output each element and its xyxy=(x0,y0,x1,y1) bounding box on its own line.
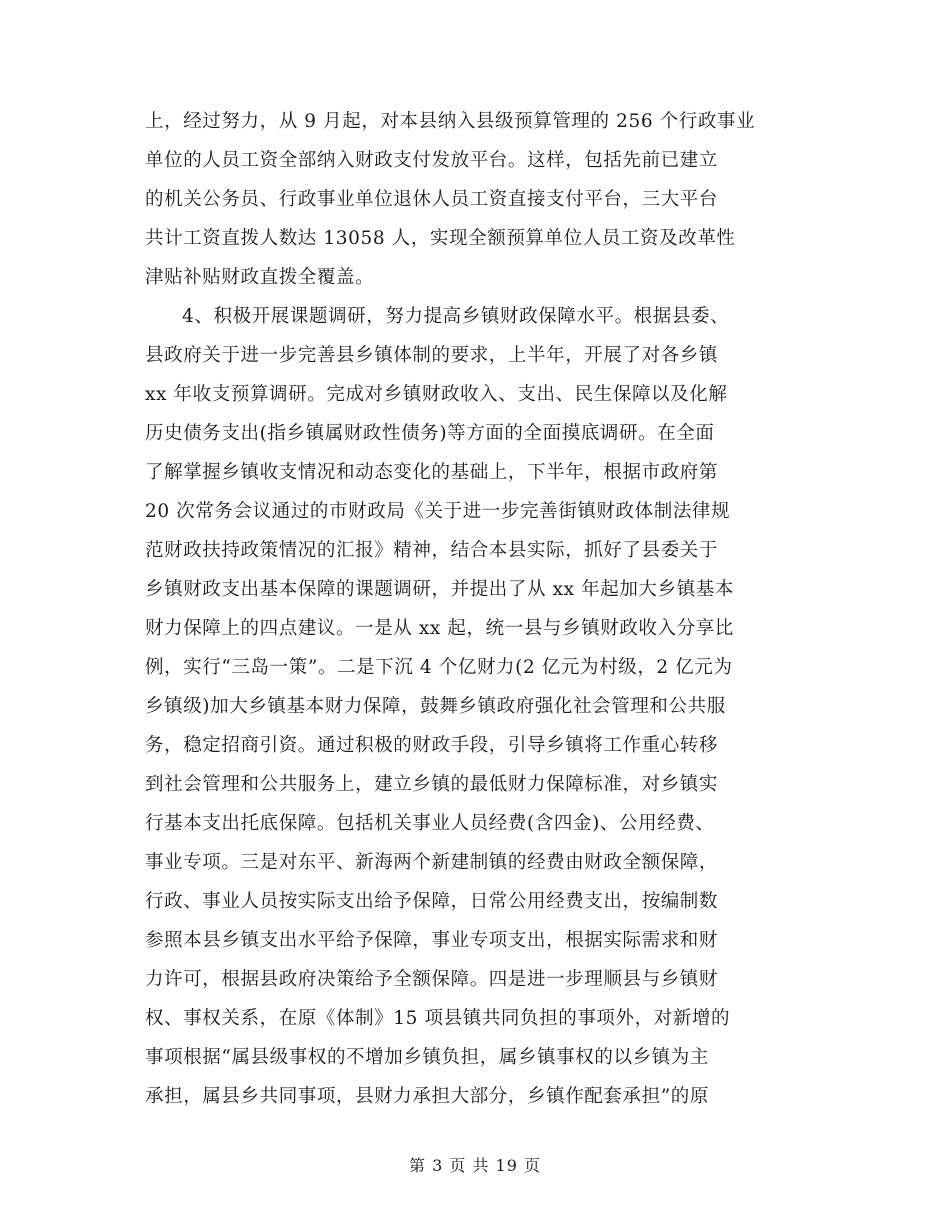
text-line: 财力保障上的四点建议。一是从 xx 起，统一县与乡镇财政收入分享比 xyxy=(145,618,734,639)
text-line: 乡镇财政支出基本保障的课题调研，并提出了从 xx 年起加大乡镇基本 xyxy=(145,579,734,600)
text-line: 历史债务支出(指乡镇属财政性债务)等方面的全面摸底调研。在全面 xyxy=(145,423,715,444)
text-line: 共计工资直拨人数达 13058 人，实现全额预算单位人员工资及改革性 xyxy=(145,228,736,249)
text-line: 事项根据“属县级事权的不增加乡镇负担，属乡镇事权的以乡镇为主 xyxy=(145,1047,709,1068)
text-line: 乡镇级)加大乡镇基本财力保障，鼓舞乡镇政府强化社会管理和公共服 xyxy=(145,696,726,717)
text-line: 务，稳定招商引资。通过积极的财政手段，引导乡镇将工作重心转移 xyxy=(145,735,719,756)
paragraph-start-line: 4、积极开展课题调研，努力提高乡镇财政保障水平。根据县委、 xyxy=(182,306,730,327)
text-line: xx 年收支预算调研。完成对乡镇财政收入、支出、民生保障以及化解 xyxy=(145,384,728,405)
text-line: 参照本县乡镇支出水平给予保障，事业专项支出，根据实际需求和财 xyxy=(145,930,719,951)
text-line: 的机关公务员、行政事业单位退休人员工资直接支付平台，三大平台 xyxy=(145,189,719,210)
text-line: 力许可，根据县政府决策给予全额保障。四是进一步理顺县与乡镇财 xyxy=(145,969,719,990)
text-line: 行基本支出托底保障。包括机关事业人员经费(含四金)、公用经费、 xyxy=(145,813,715,834)
text-line: 到社会管理和公共服务上，建立乡镇的最低财力保障标准，对乡镇实 xyxy=(145,774,719,795)
body-text xyxy=(145,102,805,1116)
text-line: 范财政扶持政策情况的汇报》精神，结合本县实际，抓好了县委关于 xyxy=(145,540,719,561)
text-line: 了解掌握乡镇收支情况和动态变化的基础上，下半年，根据市政府第 xyxy=(145,462,719,483)
text-line: 单位的人员工资全部纳入财政支付发放平台。这样，包括先前已建立 xyxy=(145,150,719,171)
text-line: 津贴补贴财政直拨全覆盖。 xyxy=(145,267,375,288)
text-line: 20 次常务会议通过的市财政局《关于进一步完善街镇财政体制法律规 xyxy=(145,501,731,522)
page-number: 第 3 页 共 19 页 xyxy=(409,1156,541,1175)
text-line: 事业专项。三是对东平、新海两个新建制镇的经费由财政全额保障， xyxy=(145,852,719,873)
text-line: 例，实行“三岛一策”。二是下沉 4 个亿财力(2 亿元为村级，2 亿元为 xyxy=(145,657,733,678)
text-line: 行政、事业人员按实际支出给予保障，日常公用经费支出，按编制数 xyxy=(145,891,719,912)
text-line: 承担，属县乡共同事项，县财力承担大部分，乡镇作配套承担”的原 xyxy=(145,1086,709,1107)
text-line: 上，经过努力，从 9 月起，对本县纳入县级预算管理的 256 个行政事业 xyxy=(145,111,756,132)
text-line: 县政府关于进一步完善县乡镇体制的要求，上半年，开展了对各乡镇 xyxy=(145,345,719,366)
text-line: 权、事权关系，在原《体制》15 项县镇共同负担的事项外，对新增的 xyxy=(145,1008,731,1029)
